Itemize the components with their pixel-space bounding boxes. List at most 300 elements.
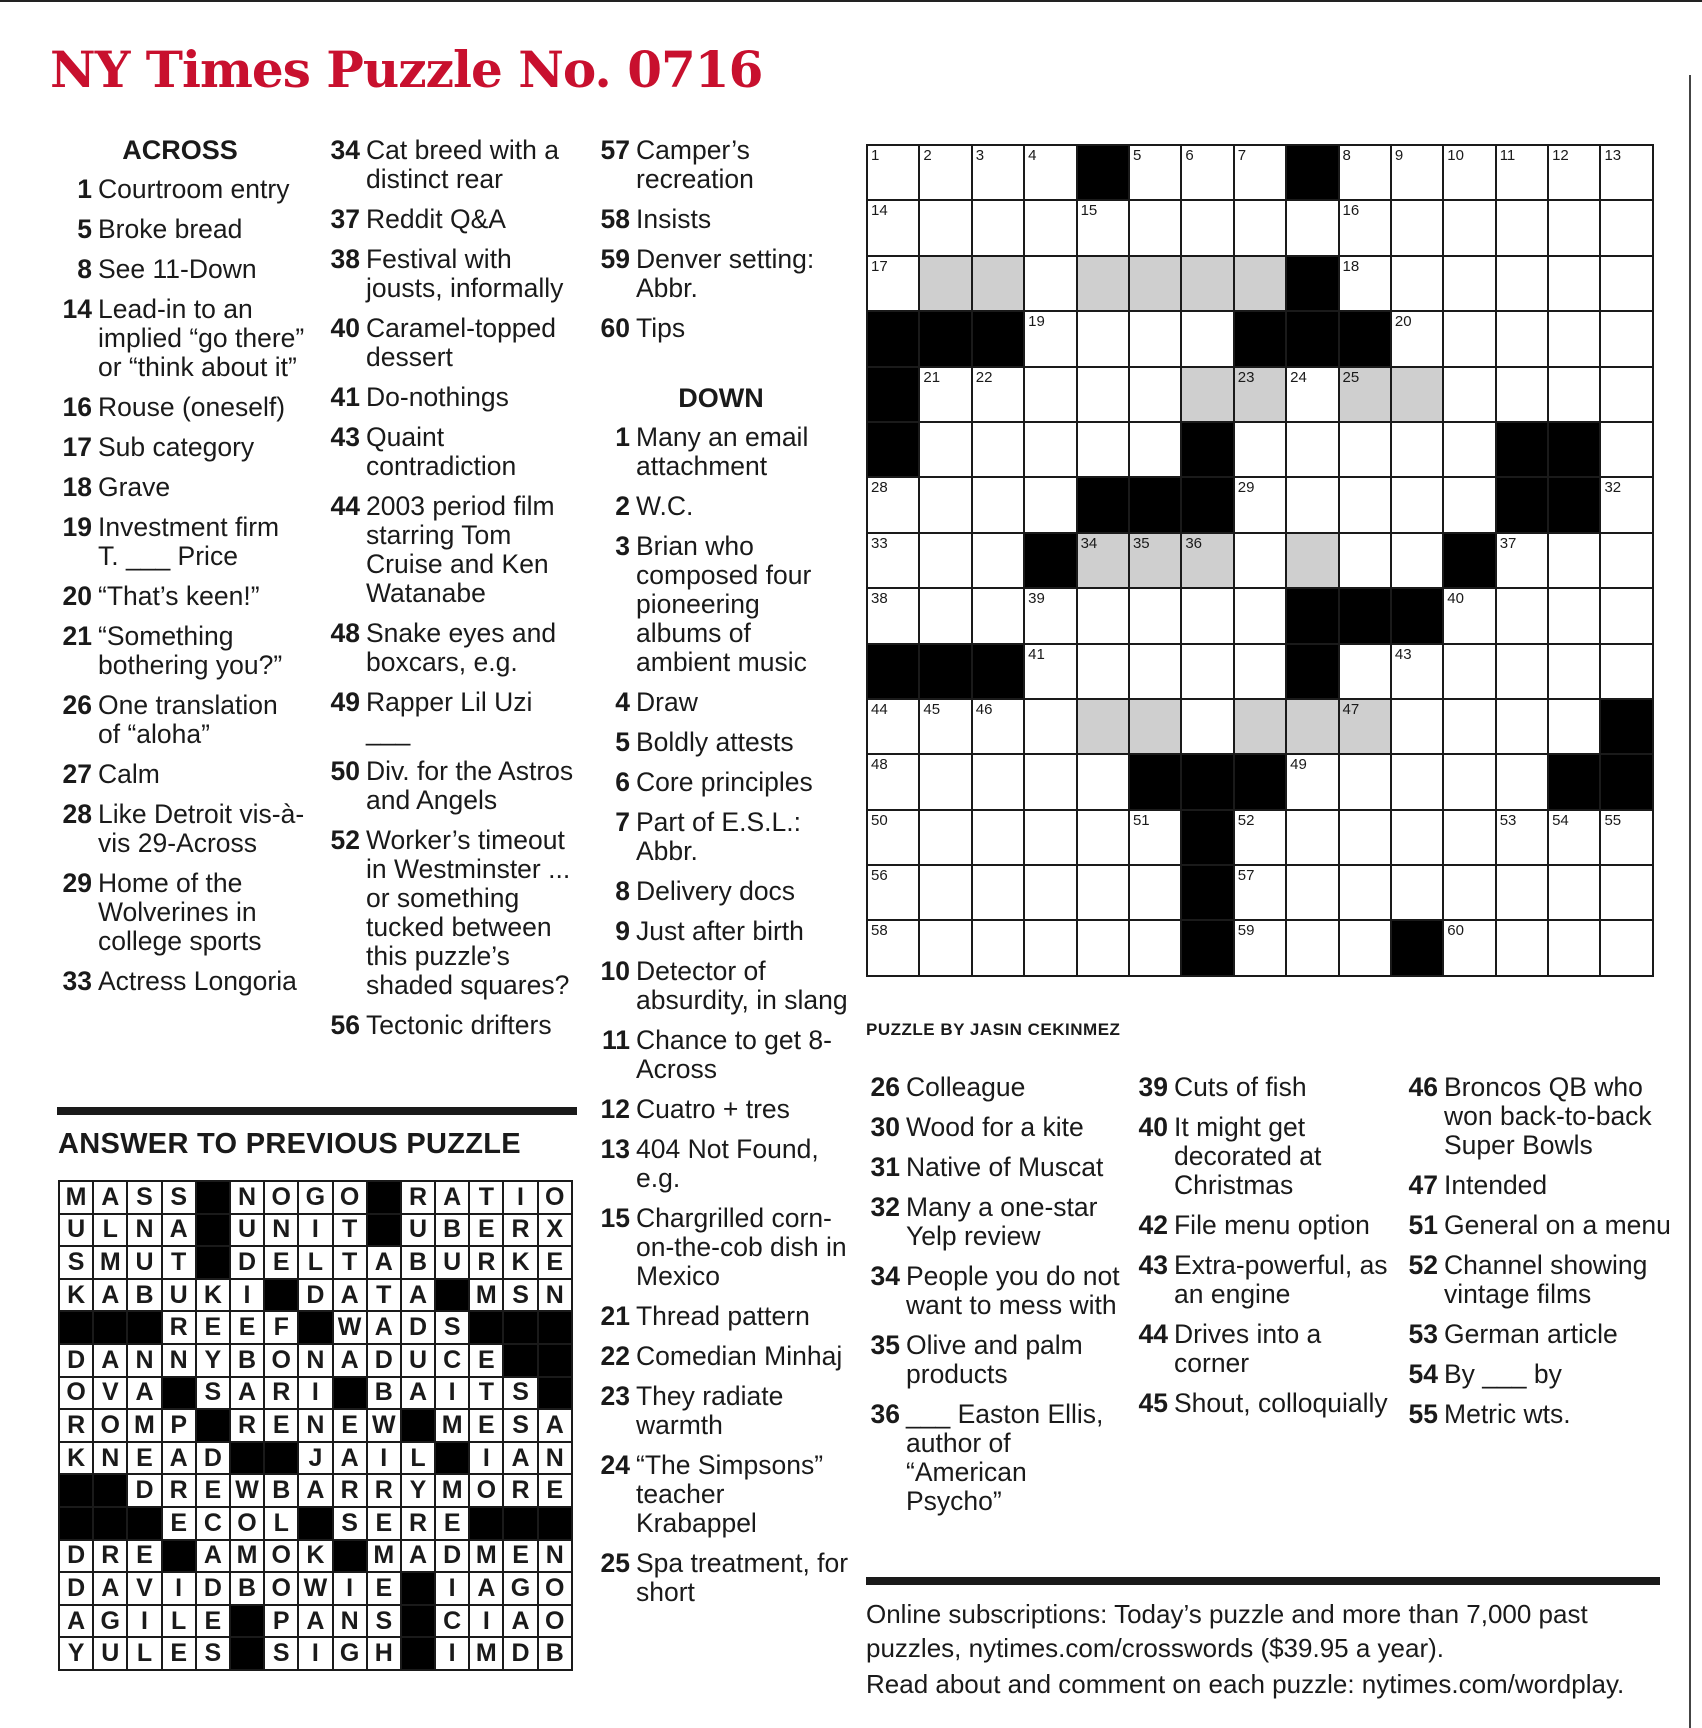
clue-down-53[interactable] [1400,1320,1680,1349]
grid-square[interactable] [1024,699,1076,754]
clue-down-24[interactable] [592,1451,850,1538]
clue-number: 32 [870,1192,900,1222]
clue-down-39[interactable] [1130,1073,1392,1102]
clue-across-38[interactable] [322,245,578,303]
clue-down-11[interactable] [592,1026,850,1084]
grid-shaded-square[interactable] [1181,367,1233,422]
grid-square[interactable] [1234,145,1286,200]
clue-down-36[interactable] [862,1400,1124,1516]
grid-square[interactable] [1024,200,1076,255]
grid-square[interactable] [1548,644,1600,699]
clue-text: Grave [98,472,171,502]
answer-row [59,1279,572,1312]
grid-square[interactable] [1077,422,1129,477]
grid-square[interactable] [1181,311,1233,366]
grid-square[interactable] [1024,422,1076,477]
grid-shaded-square[interactable] [1339,699,1391,754]
clue-down-52[interactable] [1400,1251,1680,1309]
clue-across-14[interactable] [54,295,306,382]
grid-shaded-square[interactable] [1129,533,1181,588]
clue-across-58[interactable] [592,205,850,234]
grid-square[interactable] [919,533,971,588]
answer-letter: A [127,1377,161,1410]
grid-square[interactable] [1496,311,1548,366]
grid-clue-number: 11 [1499,147,1516,164]
grid-square[interactable] [1024,644,1076,699]
clue-text: Many an email attachment [636,422,809,481]
clue-down-1[interactable] [592,423,850,481]
clue-across-52[interactable] [322,826,578,1000]
grid-square[interactable] [1496,200,1548,255]
grid-square[interactable] [1600,920,1652,975]
grid-square[interactable] [1600,810,1652,865]
grid-square[interactable] [867,588,919,643]
grid-clue-number: 45 [923,700,941,718]
answer-letter: D [367,1344,401,1377]
grid-shaded-square[interactable] [1234,256,1286,311]
answer-letter: A [93,1572,127,1605]
grid-square[interactable] [919,810,971,865]
grid-square[interactable] [1339,754,1391,809]
grid-square[interactable] [1286,477,1338,532]
clue-across-16[interactable] [54,393,306,422]
answer-letter: G [298,1181,332,1214]
grid-square[interactable] [1339,533,1391,588]
grid-square[interactable] [1443,920,1495,975]
clue-down-55[interactable] [1400,1400,1680,1429]
grid-square[interactable] [1548,920,1600,975]
grid-square[interactable] [1600,200,1652,255]
grid-black-square [1391,588,1443,643]
clue-across-21[interactable] [54,622,306,680]
grid-square[interactable] [1129,200,1181,255]
clue-across-28[interactable] [54,800,306,858]
grid-square[interactable] [1391,865,1443,920]
grid-square[interactable] [1077,311,1129,366]
clue-across-44[interactable] [322,492,578,608]
clue-across-29[interactable] [54,869,306,956]
grid-square[interactable] [1600,256,1652,311]
clue-number: 1 [77,174,92,204]
grid-square[interactable] [919,920,971,975]
grid-shaded-square[interactable] [1234,699,1286,754]
grid-square[interactable] [972,754,1024,809]
grid-square[interactable] [1548,256,1600,311]
grid-square[interactable] [1391,200,1443,255]
grid-square[interactable] [972,367,1024,422]
grid-square[interactable] [1181,644,1233,699]
grid-square[interactable] [1496,920,1548,975]
grid-shaded-square[interactable] [1181,256,1233,311]
grid-square[interactable] [1129,588,1181,643]
grid-square[interactable] [919,477,971,532]
grid-square[interactable] [1496,754,1548,809]
clue-down-26[interactable] [862,1073,1124,1102]
grid-square[interactable] [1234,200,1286,255]
grid-square[interactable] [1443,311,1495,366]
grid-square[interactable] [1339,865,1391,920]
grid-square[interactable] [1443,422,1495,477]
grid-square[interactable] [1234,533,1286,588]
grid-square[interactable] [1600,865,1652,920]
answer-black-square [401,1409,435,1442]
grid-square[interactable] [919,422,971,477]
clue-number: 20 [62,581,92,611]
clue-across-48[interactable] [322,619,578,677]
grid-square[interactable] [972,865,1024,920]
grid-shaded-square[interactable] [1391,367,1443,422]
grid-square[interactable] [1391,422,1443,477]
grid-square[interactable] [1443,256,1495,311]
clue-down-54[interactable] [1400,1360,1680,1389]
grid-square[interactable] [1077,754,1129,809]
grid-square[interactable] [1391,145,1443,200]
grid-shaded-square[interactable] [1129,699,1181,754]
grid-square[interactable] [1234,644,1286,699]
clue-down-15[interactable] [592,1204,850,1291]
grid-square[interactable] [867,200,919,255]
grid-square[interactable] [919,754,971,809]
grid-square[interactable] [867,754,919,809]
answer-letter: U [93,1637,127,1670]
grid-square[interactable] [1129,367,1181,422]
grid-shaded-square[interactable] [1286,699,1338,754]
across-down-column-3 [592,136,850,1618]
grid-square[interactable] [867,865,919,920]
answer-letter: S [264,1637,298,1670]
grid-square[interactable] [1443,477,1495,532]
grid-square[interactable] [1181,699,1233,754]
grid-shaded-square[interactable] [1077,533,1129,588]
grid-square[interactable] [919,200,971,255]
grid-shaded-square[interactable] [1077,699,1129,754]
clue-down-43[interactable] [1130,1251,1392,1309]
grid-square[interactable] [1339,200,1391,255]
clue-across-49[interactable] [322,688,578,746]
grid-square[interactable] [919,588,971,643]
grid-square[interactable] [1339,477,1391,532]
grid-square[interactable] [867,533,919,588]
grid-square[interactable] [1496,533,1548,588]
grid-square[interactable] [1024,588,1076,643]
clue-down-30[interactable] [862,1113,1124,1142]
clue-down-6[interactable] [592,768,850,797]
grid-square[interactable] [1286,810,1338,865]
grid-square[interactable] [1496,256,1548,311]
grid-square[interactable] [1496,810,1548,865]
grid-square[interactable] [1024,145,1076,200]
clue-across-56[interactable] [322,1011,578,1040]
grid-square[interactable] [1286,367,1338,422]
clue-number: 26 [62,690,92,720]
grid-clue-number: 50 [871,811,888,829]
grid-square[interactable] [1339,810,1391,865]
grid-square[interactable] [1600,533,1652,588]
grid-square[interactable] [1548,588,1600,643]
grid-square[interactable] [867,920,919,975]
answer-letter: E [503,1540,537,1573]
grid-square[interactable] [1234,422,1286,477]
grid-square[interactable] [1129,810,1181,865]
grid-square[interactable] [1443,754,1495,809]
clue-across-27[interactable] [54,760,306,789]
grid-shaded-square[interactable] [1181,533,1233,588]
clue-across-50[interactable] [322,757,578,815]
clue-down-2[interactable] [592,492,850,521]
grid-square[interactable] [919,145,971,200]
clue-number: 36 [870,1399,900,1429]
clue-down-3[interactable] [592,532,850,677]
grid-square[interactable] [1181,145,1233,200]
clue-text: ___ Easton Ellis, author of “American Psycho” [906,1399,1104,1516]
clue-across-40[interactable] [322,314,578,372]
grid-square[interactable] [1443,644,1495,699]
clue-down-42[interactable] [1130,1211,1392,1240]
grid-square[interactable] [867,810,919,865]
grid-square[interactable] [1600,477,1652,532]
grid-square[interactable] [1234,588,1286,643]
grid-row [867,367,1653,422]
grid-square[interactable] [972,810,1024,865]
clue-across-59[interactable] [592,245,850,303]
grid-shaded-square[interactable] [1129,256,1181,311]
clue-down-51[interactable] [1400,1211,1680,1240]
clue-across-26[interactable] [54,691,306,749]
clue-across-19[interactable] [54,513,306,571]
grid-square[interactable] [1600,367,1652,422]
grid-square[interactable] [1548,367,1600,422]
grid-square[interactable] [1024,920,1076,975]
grid-shaded-square[interactable] [919,256,971,311]
grid-square[interactable] [1600,644,1652,699]
grid-square[interactable] [1339,920,1391,975]
answer-row [59,1605,572,1638]
clue-across-33[interactable] [54,967,306,996]
grid-square[interactable] [1129,145,1181,200]
grid-square[interactable] [972,533,1024,588]
grid-square[interactable] [1077,920,1129,975]
answer-letter: W [367,1409,401,1442]
clue-down-4[interactable] [592,688,850,717]
clue-across-34[interactable] [322,136,578,194]
clue-number: 7 [615,807,630,837]
grid-square[interactable] [972,477,1024,532]
answer-black-square [59,1507,93,1540]
grid-square[interactable] [1286,422,1338,477]
grid-square[interactable] [1234,810,1286,865]
grid-square[interactable] [1548,145,1600,200]
answer-letter: A [333,1279,367,1312]
grid-square[interactable] [1077,810,1129,865]
grid-square[interactable] [1496,644,1548,699]
answer-letter: D [196,1442,230,1475]
grid-square[interactable] [1286,200,1338,255]
grid-square[interactable] [1443,699,1495,754]
grid-square[interactable] [1548,699,1600,754]
grid-square[interactable] [1391,754,1443,809]
clue-down-23[interactable] [592,1382,850,1440]
grid-square[interactable] [972,699,1024,754]
across-header: ACROSS [122,135,238,165]
grid-square[interactable] [1286,920,1338,975]
grid-square[interactable] [1600,588,1652,643]
clue-down-40[interactable] [1130,1113,1392,1200]
grid-square[interactable] [1234,865,1286,920]
grid-square[interactable] [972,145,1024,200]
clue-down-35[interactable] [862,1331,1124,1389]
answer-letter: I [298,1214,332,1247]
clue-down-10[interactable] [592,957,850,1015]
crossword-grid[interactable] [866,144,1654,977]
grid-square[interactable] [1548,200,1600,255]
grid-square[interactable] [1129,311,1181,366]
clue-down-7[interactable] [592,808,850,866]
clue-down-8[interactable] [592,877,850,906]
grid-square[interactable] [1024,256,1076,311]
clue-across-41[interactable] [322,383,578,412]
grid-square[interactable] [919,699,971,754]
grid-square[interactable] [1181,200,1233,255]
grid-square[interactable] [1024,810,1076,865]
grid-square[interactable] [1443,200,1495,255]
grid-black-square [867,311,919,366]
clue-down-22[interactable] [592,1342,850,1371]
grid-square[interactable] [1391,810,1443,865]
grid-square[interactable] [919,367,971,422]
grid-square[interactable] [1129,920,1181,975]
grid-square[interactable] [1496,865,1548,920]
grid-square[interactable] [1024,865,1076,920]
grid-square[interactable] [1077,367,1129,422]
grid-square[interactable] [1548,311,1600,366]
clue-down-44[interactable] [1130,1320,1392,1378]
grid-square[interactable] [1443,810,1495,865]
clue-down-9[interactable] [592,917,850,946]
clue-down-12[interactable] [592,1095,850,1124]
grid-square[interactable] [1077,588,1129,643]
clue-across-18[interactable] [54,473,306,502]
answer-letter: A [93,1344,127,1377]
grid-square[interactable] [1339,422,1391,477]
clue-down-34[interactable] [862,1262,1124,1320]
grid-square[interactable] [1496,588,1548,643]
grid-square[interactable] [1339,256,1391,311]
grid-square[interactable] [1339,145,1391,200]
clue-across-5[interactable] [54,215,306,244]
grid-square[interactable] [1600,311,1652,366]
grid-square[interactable] [1496,145,1548,200]
answer-letter: A [503,1605,537,1638]
grid-shaded-square[interactable] [1077,256,1129,311]
clue-across-43[interactable] [322,423,578,481]
grid-square[interactable] [1391,644,1443,699]
clue-across-20[interactable] [54,582,306,611]
grid-square[interactable] [1234,477,1286,532]
clue-across-8[interactable] [54,255,306,284]
answer-letter: W [230,1474,264,1507]
grid-shaded-square[interactable] [1339,367,1391,422]
grid-square[interactable] [1443,367,1495,422]
grid-square[interactable] [1443,145,1495,200]
clue-down-47[interactable] [1400,1171,1680,1200]
clue-across-17[interactable] [54,433,306,462]
grid-square[interactable] [1234,920,1286,975]
grid-square[interactable] [1286,754,1338,809]
answer-letter: M [230,1540,264,1573]
grid-square[interactable] [972,588,1024,643]
grid-square[interactable] [1391,533,1443,588]
grid-square[interactable] [867,256,919,311]
clue-down-31[interactable] [862,1153,1124,1182]
grid-square[interactable] [972,200,1024,255]
grid-square[interactable] [867,477,919,532]
grid-square[interactable] [1024,367,1076,422]
grid-square[interactable] [1391,477,1443,532]
grid-square[interactable] [1339,644,1391,699]
grid-square[interactable] [1077,644,1129,699]
clue-down-25[interactable] [592,1549,850,1607]
grid-square[interactable] [1600,145,1652,200]
grid-square[interactable] [1077,200,1129,255]
grid-square[interactable] [1496,699,1548,754]
grid-shaded-square[interactable] [1286,533,1338,588]
grid-square[interactable] [1129,865,1181,920]
grid-square[interactable] [1129,422,1181,477]
answer-letter: C [435,1344,469,1377]
grid-square[interactable] [1024,754,1076,809]
clue-down-45[interactable] [1130,1389,1392,1418]
grid-square[interactable] [1024,477,1076,532]
clue-down-32[interactable] [862,1193,1124,1251]
grid-square[interactable] [1548,865,1600,920]
grid-square[interactable] [1129,644,1181,699]
grid-black-square [1129,754,1181,809]
clue-across-60[interactable] [592,314,850,343]
grid-square[interactable] [1548,810,1600,865]
grid-square[interactable] [919,865,971,920]
grid-square[interactable] [1391,311,1443,366]
clue-down-21[interactable] [592,1302,850,1331]
grid-shaded-square[interactable] [972,256,1024,311]
clue-number: 30 [870,1112,900,1142]
answer-black-square [469,1311,503,1344]
grid-square[interactable] [867,699,919,754]
grid-square[interactable] [1024,311,1076,366]
grid-square[interactable] [1391,256,1443,311]
grid-square[interactable] [1286,865,1338,920]
grid-square[interactable] [1496,367,1548,422]
answer-letter: D [59,1572,93,1605]
grid-square[interactable] [1600,422,1652,477]
grid-square[interactable] [867,145,919,200]
clue-down-13[interactable] [592,1135,850,1193]
grid-square[interactable] [1391,699,1443,754]
grid-square[interactable] [1443,865,1495,920]
grid-square[interactable] [1443,588,1495,643]
clue-down-46[interactable] [1400,1073,1680,1160]
clue-across-37[interactable] [322,205,578,234]
grid-square[interactable] [1181,588,1233,643]
grid-shaded-square[interactable] [1234,367,1286,422]
grid-square[interactable] [1077,865,1129,920]
answer-letter: X [538,1214,572,1247]
clue-down-5[interactable] [592,728,850,757]
clue-across-57[interactable] [592,136,850,194]
grid-square[interactable] [972,422,1024,477]
clue-across-1[interactable] [54,175,306,204]
grid-square[interactable] [972,920,1024,975]
grid-square[interactable] [1548,533,1600,588]
